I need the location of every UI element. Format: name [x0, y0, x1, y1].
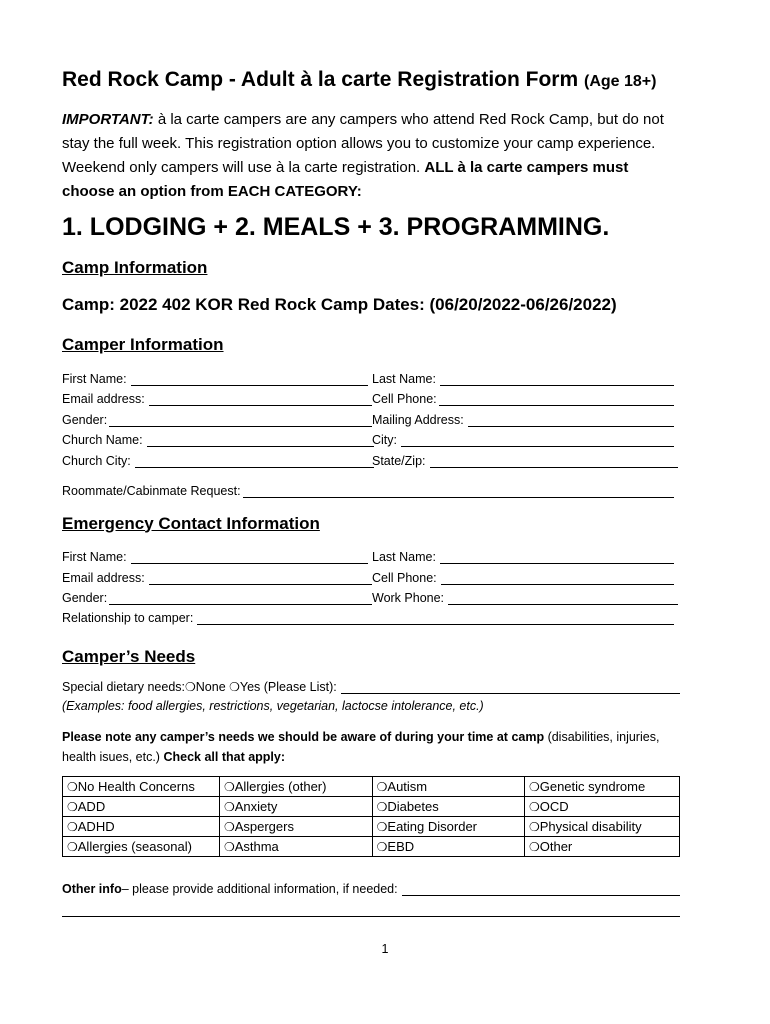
health-option-checkbox[interactable]: ❍	[376, 820, 388, 834]
health-option-checkbox[interactable]: ❍	[67, 840, 78, 854]
dietary-yes-label: Yes (Please List):	[239, 680, 337, 694]
ec-last-name-label: Last Name:	[372, 550, 436, 564]
health-option-label: Aspergers	[234, 819, 294, 834]
ec-cell-phone-field[interactable]	[441, 570, 674, 585]
health-option-label: Eating Disorder	[387, 819, 478, 834]
intro-bold: ALL à la carte campers must choose an option from EACH CATEGORY:	[62, 159, 629, 200]
health-option-label: ADHD	[77, 819, 115, 834]
other-info-row	[62, 881, 680, 896]
health-option-cell	[372, 777, 524, 797]
health-option-cell	[63, 817, 220, 837]
mailing-address-field[interactable]	[468, 412, 674, 427]
health-option-cell	[63, 777, 220, 797]
health-option-label: Asthma	[234, 839, 279, 854]
health-option-checkbox[interactable]: ❍	[376, 800, 388, 814]
state-zip-field[interactable]	[430, 453, 679, 468]
city-field[interactable]	[401, 432, 674, 447]
gender-label: Gender:	[62, 412, 108, 427]
state-zip-label: State/Zip:	[372, 453, 426, 468]
church-city-field[interactable]	[135, 453, 374, 468]
health-option-checkbox[interactable]: ❍	[223, 780, 235, 794]
big-heading: 1. LODGING + 2. MEALS + 3. PROGRAMMING.	[62, 213, 610, 241]
needs-note-text: (disabilities, injuries, health isues, etc.)	[62, 730, 660, 764]
health-option-checkbox[interactable]: ❍	[223, 840, 235, 854]
health-option-label: Diabetes	[387, 799, 439, 814]
health-table-row	[63, 777, 680, 797]
health-option-cell	[372, 837, 524, 857]
health-option-label: Autism	[387, 779, 428, 794]
last-name-label: Last Name:	[372, 371, 436, 386]
health-option-checkbox[interactable]: ❍	[376, 840, 388, 854]
city-label: City:	[372, 433, 397, 447]
health-option-cell	[372, 797, 524, 817]
emergency-contact-fields	[62, 544, 680, 626]
health-option-checkbox[interactable]: ❍	[67, 800, 78, 814]
dietary-examples: (Examples: food allergies, restrictions, vegetarian, lactocse intolerance, etc.)	[62, 699, 484, 713]
ec-cell-phone-label: Cell Phone:	[372, 570, 437, 585]
health-option-checkbox[interactable]: ❍	[528, 820, 540, 834]
church-name-field[interactable]	[147, 432, 374, 447]
roommate-label: Roommate/Cabinmate Request:	[62, 483, 241, 498]
health-option-cell	[219, 817, 372, 837]
ec-work-phone-field[interactable]	[448, 590, 678, 605]
health-option-cell	[524, 817, 679, 837]
cell-phone-label: Cell Phone:	[372, 392, 437, 406]
form-page	[62, 66, 680, 917]
ec-gender-label: Gender:	[62, 591, 108, 605]
needs-note-check-all: Check all that apply:	[163, 750, 286, 764]
emergency-contact-heading: Emergency Contact Information	[62, 513, 320, 533]
health-option-cell	[524, 797, 679, 817]
health-option-checkbox[interactable]: ❍	[223, 820, 235, 834]
other-info-field[interactable]	[402, 881, 680, 896]
important-label: IMPORTANT:	[62, 111, 154, 128]
health-option-checkbox[interactable]: ❍	[376, 780, 388, 794]
health-option-cell	[372, 817, 524, 837]
health-conditions-table	[62, 776, 680, 857]
relationship-field[interactable]	[197, 610, 674, 625]
health-option-label: Allergies (other)	[234, 779, 327, 794]
email-field[interactable]	[149, 391, 372, 406]
form-title-age: (Age 18+)	[584, 73, 657, 90]
mailing-address-label: Mailing Address:	[372, 412, 464, 427]
roommate-field[interactable]	[243, 483, 674, 498]
dietary-none-checkbox[interactable]: ❍	[185, 680, 196, 694]
first-name-field[interactable]	[131, 371, 368, 386]
intro-text: à la carte campers are any campers who attend Red Rock Camp, but do not stay the full week. This registration option allows you to customize your camp experience. Weekend only campers will use à la carte registration.	[62, 111, 664, 176]
health-option-label: EBD	[387, 839, 415, 854]
health-option-checkbox[interactable]: ❍	[528, 780, 540, 794]
ec-first-name-label: First Name:	[62, 550, 127, 564]
church-name-label: Church Name:	[62, 433, 143, 447]
health-option-label: Physical disability	[539, 819, 642, 834]
health-option-label: OCD	[539, 799, 569, 814]
dietary-none-label: None	[195, 680, 226, 694]
church-city-label: Church City:	[62, 453, 131, 468]
health-option-label: ADD	[77, 799, 106, 814]
health-option-label: Anxiety	[234, 799, 278, 814]
needs-note-bold: Please note any camper’s needs we should be aware of during your time at camp	[62, 730, 545, 744]
health-option-checkbox[interactable]: ❍	[223, 800, 235, 814]
ec-work-phone-label: Work Phone:	[372, 591, 445, 605]
relationship-label: Relationship to camper:	[62, 611, 194, 625]
health-table-row	[63, 817, 680, 837]
health-option-cell	[219, 777, 372, 797]
health-option-checkbox[interactable]: ❍	[528, 840, 540, 854]
other-info-label: Other info	[62, 882, 122, 896]
form-title-main: Red Rock Camp - Adult à la carte Registration Form	[62, 68, 579, 91]
health-option-label: Other	[539, 839, 573, 854]
health-option-cell	[219, 837, 372, 857]
camper-info-fields	[62, 365, 680, 498]
health-option-checkbox[interactable]: ❍	[67, 820, 78, 834]
dietary-list-field[interactable]	[341, 679, 680, 694]
health-option-checkbox[interactable]: ❍	[528, 800, 540, 814]
health-option-checkbox[interactable]: ❍	[67, 780, 78, 794]
health-option-label: No Health Concerns	[77, 779, 195, 794]
ec-email-field[interactable]	[149, 570, 372, 585]
camper-info-heading: Camper Information	[62, 335, 224, 354]
page-number: 1	[381, 942, 389, 956]
cell-phone-field[interactable]	[439, 391, 674, 406]
campers-needs-heading: Camper’s Needs	[62, 647, 196, 666]
first-name-label: First Name:	[62, 371, 127, 386]
camp-dates-line: Camp: 2022 402 KOR Red Rock Camp Dates: (06/20/2022-06/26/2022)	[62, 295, 617, 314]
dietary-yes-checkbox[interactable]: ❍	[229, 680, 240, 694]
camp-info-heading: Camp Information	[62, 258, 208, 277]
email-label: Email address:	[62, 392, 145, 406]
health-option-cell	[219, 797, 372, 817]
ec-email-label: Email address:	[62, 570, 145, 585]
health-option-cell	[524, 837, 679, 857]
health-option-cell	[63, 797, 220, 817]
health-table-row	[63, 797, 680, 817]
other-info-field-line-2[interactable]	[62, 898, 680, 917]
last-name-field[interactable]	[440, 371, 674, 386]
form-title	[62, 66, 680, 96]
ec-last-name-field[interactable]	[440, 549, 674, 564]
health-option-label: Genetic syndrome	[539, 779, 646, 794]
ec-first-name-field[interactable]	[131, 549, 368, 564]
other-info-text: – please provide additional information, if needed:	[121, 882, 398, 896]
dietary-needs-row	[62, 679, 680, 694]
intro-paragraph	[62, 108, 680, 204]
dietary-label: Special dietary needs:	[62, 680, 185, 694]
ec-gender-field[interactable]	[109, 590, 372, 605]
health-option-label: Allergies (seasonal)	[77, 839, 192, 854]
health-option-cell	[63, 837, 220, 857]
gender-field[interactable]	[109, 412, 372, 427]
health-table-row	[63, 837, 680, 857]
health-option-cell	[524, 777, 679, 797]
needs-note	[62, 727, 680, 767]
